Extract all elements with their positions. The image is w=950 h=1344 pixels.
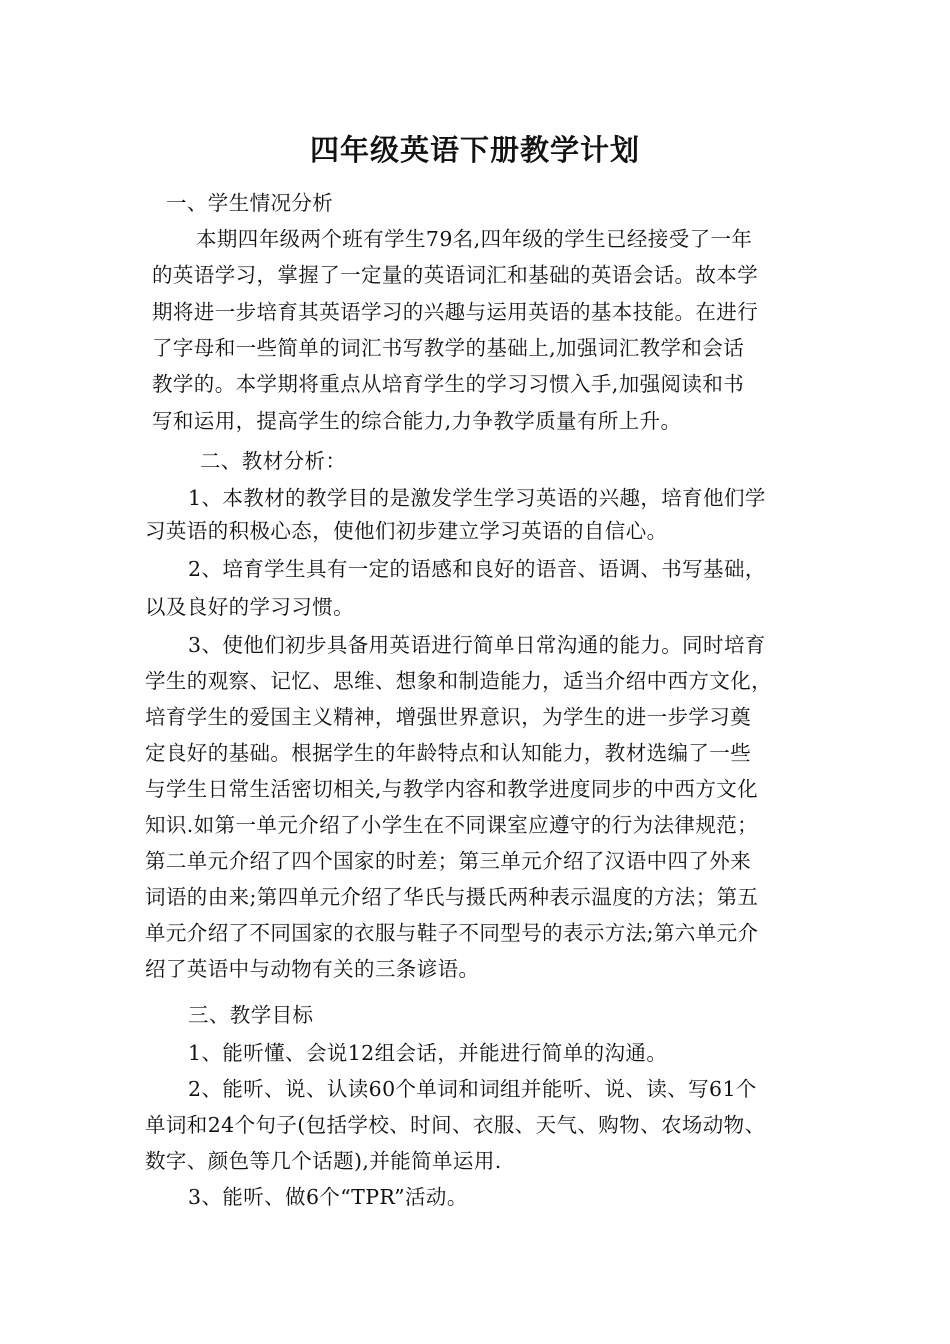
section2-item1-line-1: 1、本教材的教学目的是激发学生学习英语的兴趣，培育他们学: [188, 486, 766, 510]
section2-item3-line-4: 定良好的基础。根据学生的年龄特点和认知能力，教材选编了一些: [145, 741, 752, 765]
section2-item1-line-2: 习英语的积极心态，使他们初步建立学习英语的自信心。: [145, 519, 668, 543]
section3-item2-line-1: 2、能听、说、认读60个单词和词组并能听、说、读、写61个: [188, 1077, 757, 1101]
section2-item2-line-2: 以及良好的学习习惯。: [145, 595, 354, 619]
section3-item3: 3、能听、做6个“TPR”活动。: [188, 1185, 468, 1209]
section2-item3-line-8: 词语的由来;第四单元介绍了华氏与摄氏两种表示温度的方法；第五: [145, 885, 759, 909]
section2-item3-line-1: 3、使他们初步具备用英语进行简单日常沟通的能力。同时培育: [188, 633, 766, 657]
section1-heading: 一、学生情况分析: [166, 191, 334, 215]
section3-item1: 1、能听懂、会说12组会话，并能进行简单的沟通。: [188, 1041, 668, 1065]
section2-item3-line-3: 培育学生的爱国主义精神，增强世界意识，为学生的进一步学习奠: [145, 705, 752, 729]
section1-line-3: 期将进一步培育其英语学习的兴趣与运用英语的基本技能。在进行: [152, 300, 759, 324]
section2-item3-line-9: 单元介绍了不同国家的衣服与鞋子不同型号的表示方法;第六单元介: [145, 921, 759, 945]
section2-item3-line-7: 第二单元介绍了四个国家的时差；第三单元介绍了汉语中四了外来: [145, 849, 752, 873]
section1-line-4: 了字母和一些简单的词汇书写教学的基础上,加强词汇教学和会话: [152, 336, 745, 360]
section1-line-5: 教学的。本学期将重点从培育学生的学习习惯入手,加强阅读和书: [152, 372, 745, 396]
section1-line-1: 本期四年级两个班有学生79名,四年级的学生已经接受了一年: [196, 227, 753, 251]
section2-item2-line-1: 2、培育学生具有一定的语感和良好的语音、语调、书写基础，: [188, 557, 766, 581]
section1-line-6: 写和运用，提高学生的综合能力,力争教学质量有所上升。: [152, 409, 682, 433]
section3-heading: 三、教学目标: [188, 1003, 314, 1027]
section2-item3-line-2: 学生的观察、记忆、思维、想象和制造能力，适当介绍中西方文化，: [145, 669, 772, 693]
section3-item2-line-2: 单词和24个句子(包括学校、时间、衣服、天气、购物、农场动物、: [145, 1113, 766, 1137]
section2-item3-line-5: 与学生日常生活密切相关,与教学内容和教学进度同步的中西方文化: [145, 777, 759, 801]
section3-item2-line-3: 数字、颜色等几个话题),并能简单运用.: [145, 1149, 502, 1173]
document-title: 四年级英语下册教学计划: [309, 133, 640, 167]
section2-item3-line-10: 绍了英语中与动物有关的三条谚语。: [145, 957, 480, 981]
section2-heading: 二、教材分析：: [200, 449, 347, 473]
section2-item3-line-6: 知识.如第一单元介绍了小学生在不同课室应遵守的行为法律规范；: [145, 813, 759, 837]
section1-line-2: 的英语学习，掌握了一定量的英语词汇和基础的英语会话。故本学: [152, 263, 759, 287]
